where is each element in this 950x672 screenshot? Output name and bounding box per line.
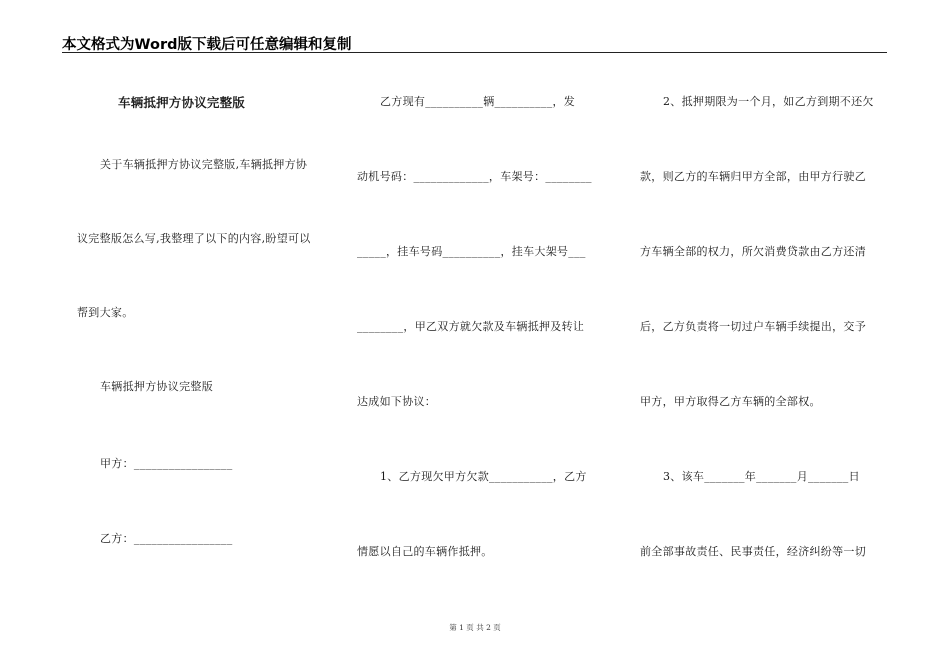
document-header: 本文格式为Word版下载后可任意编辑和复制	[62, 37, 352, 53]
paragraph-line: 动机号码：_____________，车架号：________	[357, 170, 592, 183]
party-a-line: 甲方：_________________	[100, 457, 233, 470]
paragraph-line: 情愿以自己的车辆作抵押。	[357, 545, 493, 558]
paragraph-line: 乙方现有__________辆__________，发	[380, 95, 576, 108]
paragraph-line: 2、抵押期限为一个月，如乙方到期不还欠	[663, 95, 874, 108]
paragraph-line: 甲方，甲方取得乙方车辆的全部权。	[640, 395, 821, 408]
paragraph-line: _____，挂车号码__________，挂车大架号___	[357, 245, 586, 258]
paragraph-line: 议完整版怎么写,我整理了以下的内容,盼望可以	[77, 232, 311, 245]
paragraph-line: 3、该车_______年_______月_______日	[663, 470, 860, 483]
paragraph-line: 达成如下协议：	[357, 395, 437, 408]
paragraph-line: 前全部事故责任、民事责任，经济纠纷等一切	[640, 545, 866, 558]
document-title: 车辆抵押方协议完整版	[118, 95, 246, 110]
paragraph-line: 关于车辆抵押方协议完整版,车辆抵押方协	[100, 158, 308, 171]
paragraph-line: 款，则乙方的车辆归甲方全部，由甲方行驶乙	[640, 170, 866, 183]
subtitle-line: 车辆抵押方协议完整版	[100, 380, 213, 393]
paragraph-line: ________，甲乙双方就欠款及车辆抵押及转让	[357, 320, 585, 333]
party-b-line: 乙方：_________________	[100, 532, 233, 545]
page-number: 第 1 页 共 2 页	[449, 623, 501, 632]
paragraph-line: 1、乙方现欠甲方欠款___________，乙方	[380, 470, 587, 483]
paragraph-line: 帮到大家。	[77, 306, 134, 319]
paragraph-line: 后，乙方负责将一切过户车辆手续提出，交予	[640, 320, 866, 333]
header-rule	[62, 52, 887, 53]
paragraph-line: 方车辆全部的权力，所欠消费贷款由乙方还清	[640, 245, 866, 258]
